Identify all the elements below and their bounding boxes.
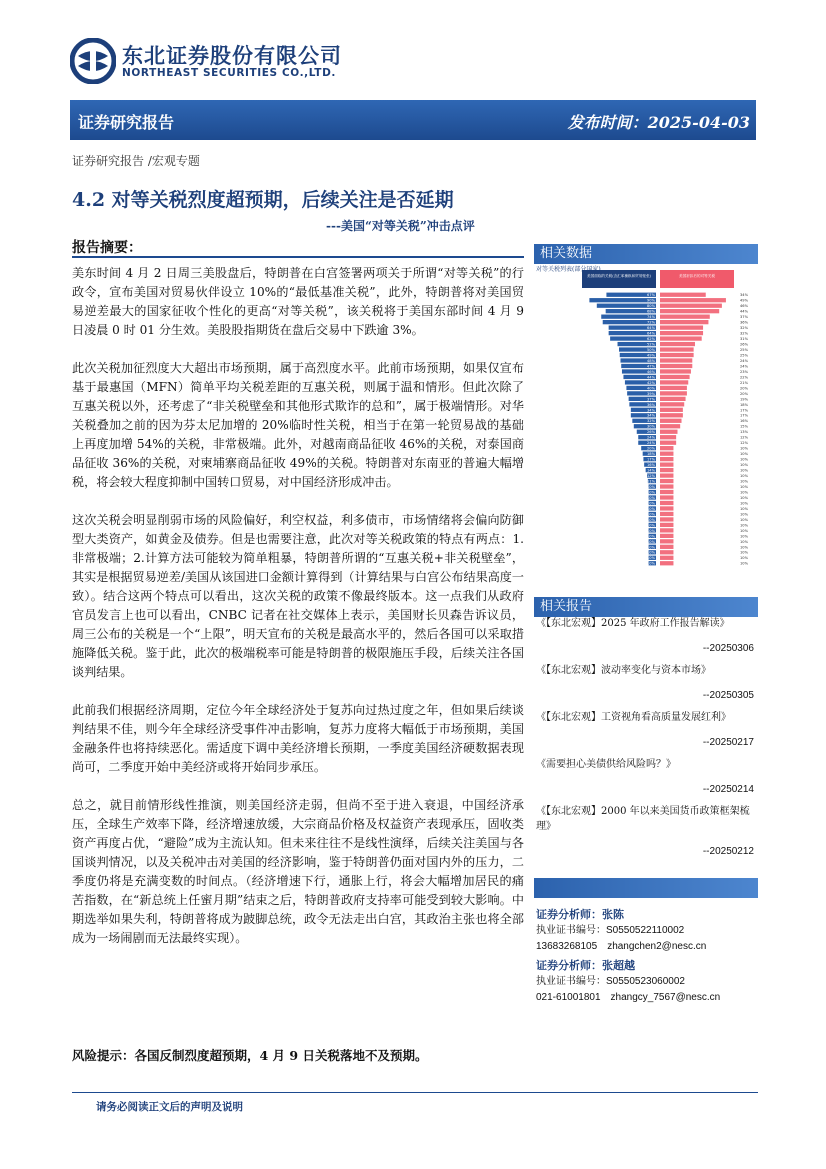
report-title[interactable]: 《【东北宏观】2000 年以来美国货币政策框架梳理》: [536, 806, 750, 832]
chart-bar-right: [660, 353, 694, 357]
chart-label-left: 14%: [647, 468, 655, 473]
abstract-divider: [72, 256, 524, 258]
chart-bar-right: [660, 490, 673, 494]
chart-bar-right: [660, 561, 673, 565]
chart-bar-right: [660, 408, 683, 412]
chart-label-left: 10%: [647, 490, 655, 495]
chart-bar-right: [660, 506, 673, 510]
analyst-cert: 执业证书编号：S0550522110002: [536, 925, 685, 936]
chart-label-left: 24%: [647, 441, 655, 446]
chart-label-right: 24%: [740, 364, 748, 369]
report-type: 证券研究报告: [78, 113, 175, 132]
chart-bar-right: [660, 293, 706, 297]
chart-bar-right: [660, 369, 691, 373]
chart-label-left: 10%: [647, 512, 655, 517]
abstract-paragraph: 此次关税加征烈度大大超出市场预期，属于高烈度水平。此前市场预期，如果仅宣布基于最惠国（MFN）简单平均关税差距的互惠关税，则属于温和情形。但此次除了互惠关税以外，还考虑了“非关税壁垒和其他形式欺诈的总和”，属于极端情形。对华关税叠加之前的因为芬太尼加增的 20%临时性关税，相当于在第一轮贸易战的基础上再度加增 54%的关税，非常极端。此外，对越南商品征收 46%的关税，对泰国商品征收 36%的关税，对柬埔寨商品征收 49%的关税。特朗普对东南亚的普遍大幅增税，将会较大程度抑制中国转口贸易，对中国经济形成冲击。: [72, 361, 524, 489]
chart-label-left: 46%: [647, 369, 655, 374]
chart-label-right: 10%: [740, 545, 748, 550]
chart-label-right: 10%: [740, 474, 748, 479]
chart-bar-right: [660, 402, 684, 406]
report-item[interactable]: [536, 804, 758, 866]
chart-label-right: 32%: [740, 326, 748, 331]
chart-bar-right: [660, 298, 726, 302]
chart-bar-right: [660, 419, 682, 423]
chart-label-left: 16%: [647, 463, 655, 468]
chart-label-left: 26%: [647, 430, 655, 435]
chart-label-right: 12%: [740, 435, 748, 440]
chart-label-right: 10%: [740, 490, 748, 495]
chart-label-left: 10%: [647, 528, 655, 533]
chart-label-left: 64%: [647, 331, 655, 336]
chart-label-left: 39%: [647, 391, 655, 396]
chart-label-right: 10%: [740, 506, 748, 511]
chart-bar-right: [660, 375, 690, 379]
chart-bar-right: [660, 347, 694, 351]
analyst-contact: 021-61001801 zhangcy_7567@nesc.cn: [536, 992, 721, 1003]
chart-label-left: 20%: [647, 446, 655, 451]
tariff-chart: [536, 264, 758, 570]
report-title[interactable]: 《【东北宏观】2025 年政府工作报告解读》: [536, 618, 730, 629]
abstract-paragraph: 这次关税会明显削弱市场的风险偏好，利空权益，利多债市，市场情绪将会偏向防御型大类资产，如黄金及债券。但是也需要注意，此次对等关税政策的特点有两点：1.非常极端；2.计算方法可能较为简单粗暴，特朗普所谓的“互惠关税+非关税壁垒”，其实是根据贸易逆差/美国从该国进口金额计算得到（计算结果与白宫公布结果高度一致）。结合这两个特点可以看出，这次关税的政策不像最终版本。这一点我们从政府官员发言上也可以看出，CNBC 记者在社交媒体上表示，美国财长贝森告诉议员，周三公布的关税是一个“上限”，明天宣布的关税是最高水平的，然后各国可以采取措施降低关税。鉴于此，此次的极端税率可能是特朗普的极限施压手段，后续关注各国谈判结果。: [72, 513, 524, 679]
chart-label-right: 13%: [740, 430, 748, 435]
chart-label-right: 26%: [740, 342, 748, 347]
chart-bar-right: [660, 479, 673, 483]
chart-bar-right: [660, 556, 673, 560]
chart-label-left: 49%: [647, 353, 655, 358]
chart-label-right: 17%: [740, 408, 748, 413]
analyst-name: 证券分析师：张超越: [536, 959, 635, 972]
chart-label-right: 31%: [740, 337, 748, 342]
analyst-cert: 执业证书编号：S0550523060002: [536, 976, 685, 987]
chart-bar-right: [660, 320, 708, 324]
publish-date: 发布时间：2025-04-03: [567, 113, 750, 132]
chart-bar-right: [660, 457, 673, 461]
related-data-title: 相关数据: [534, 244, 758, 264]
chart-bar-right: [660, 435, 676, 439]
chart-label-left: 52%: [647, 342, 655, 347]
report-item[interactable]: [536, 663, 758, 710]
chart-label-right: 24%: [740, 358, 748, 363]
analyst-email[interactable]: zhangcy_7567@nesc.cn: [610, 992, 721, 1003]
chart-label-right: 10%: [740, 463, 748, 468]
chart-label-left: 72%: [647, 320, 655, 325]
chart-label-right: 46%: [740, 304, 748, 309]
chart-label-right: 25%: [740, 353, 748, 358]
abstract-paragraph: 总之，就目前情形线性推演，则美国经济走弱，但尚不至于进入衰退，中国经济承压，全球生产效率下降，经济增速放缓，大宗商品价格及权益资产表现承压，固收类资产再度占优，“避险”成为主流认知。但未来往往不是线性演绎，后续关注美国与各国谈判情况，以及关税冲击对美国的经济影响，鉴于特朗普仍面对国内外的压力，二季度仍将是充满变数的时间点。（经济增速下行，通胀上行，将会大幅增加居民的痛苦指数，在“新总统上任蜜月期”结束之后，特朗普政府支持率可能受到较大影响。中期选举如果失利，特朗普将成为跛脚总统，政令无法走出白宫，其政治主张也将全部成为一场闹剧而无法最终实现）。: [72, 798, 524, 945]
chart-label-right: 10%: [740, 561, 748, 566]
chart-label-left: 10%: [647, 517, 655, 522]
chart-label-left: 10%: [647, 561, 655, 566]
chart-label-right: 10%: [740, 468, 748, 473]
chart-bar-right: [660, 517, 673, 521]
chart-label-right: 10%: [740, 495, 748, 500]
abstract-heading: 报告摘要：: [72, 240, 142, 256]
analyst-card: [536, 906, 758, 955]
chart-bar-right: [660, 468, 673, 472]
chart-label-right: 20%: [740, 386, 748, 391]
chart-label-right: 37%: [740, 315, 748, 320]
chart-bar-right: [660, 473, 673, 477]
chart-bar-right: [660, 309, 719, 313]
chart-label-right: 10%: [740, 512, 748, 517]
report-date: --20250212: [702, 846, 754, 857]
chart-label-right: 49%: [740, 298, 748, 303]
chart-bar-right: [660, 342, 695, 346]
chart-label-left: 10%: [647, 506, 655, 511]
chart-label-right: 18%: [740, 402, 748, 407]
chart-bar-right: [660, 512, 673, 516]
chart-label-left: 18%: [647, 452, 655, 457]
chart-label-right: 10%: [740, 446, 748, 451]
chart-label-right: 10%: [740, 528, 748, 533]
header-bar: [70, 100, 756, 140]
chart-label-left: 48%: [647, 358, 655, 363]
chart-label-left: 11%: [647, 479, 655, 484]
chart-bar-right: [660, 523, 673, 527]
chart-label-left: 37%: [647, 397, 655, 402]
chart-bar-right: [660, 462, 673, 466]
footer-divider: [72, 1092, 758, 1093]
analysts-block: [536, 906, 758, 1008]
abstract-paragraph: 美东时间 4 月 2 日周三美股盘后，特朗普在白宫签署两项关于所谓“对等关税”的行政令，宣布美国对贸易伙伴设立 10%的“最低基准关税”，此外，特朗普将对美国贸易逆差最大的国家征收个性化的更高“对等关税”，该关税将于美国东部时间 4 月 9 日凌晨 0 时 01 分生效。美股股指期货在盘后交易中下跌逾 3%。: [72, 266, 524, 337]
chart-bar-right: [660, 315, 710, 319]
chart-label-right: 10%: [740, 517, 748, 522]
page-subtitle: ---美国“对等关税”冲击点评: [326, 219, 475, 233]
chart-label-left: 44%: [647, 375, 655, 380]
chart-label-right: 10%: [740, 457, 748, 462]
chart-label-left: 10%: [647, 484, 655, 489]
chart-label-right: 10%: [740, 484, 748, 489]
logo-icon: [70, 38, 116, 84]
abstract-paragraph: 此前我们根据经济周期，定位今年全球经济处于复苏向过热过度之年，但如果后续谈判结果不佳，则今年全球经济受事件冲击影响，复苏力度将大幅低于市场预期，美国金融条件也将持续恶化。需适度下调中美经济增长预期，一季度美国经济硬数据表现尚可，二季度开始中美经济或将开始同步承压。: [72, 703, 524, 774]
footer-disclaimer[interactable]: 请务必阅读正文后的声明及说明: [96, 1101, 243, 1113]
chart-label-right: 15%: [740, 424, 748, 429]
chart-label-left: 47%: [647, 364, 655, 369]
chart-label-left: 10%: [647, 523, 655, 528]
chart-label-left: 10%: [647, 501, 655, 506]
chart-bar-right: [660, 391, 687, 395]
report-title[interactable]: 《【东北宏观】工资视角看高质量发展红利》: [536, 712, 731, 723]
chart-label-left: 68%: [647, 309, 655, 314]
chart-label-right: 10%: [740, 523, 748, 528]
report-item[interactable]: [536, 757, 758, 804]
chart-bar-right: [660, 430, 677, 434]
chart-bar-right: [660, 501, 673, 505]
chart-label-right: 20%: [740, 391, 748, 396]
report-title[interactable]: 《需要担心美债供给风险吗？》: [536, 759, 676, 770]
chart-bar-right: [660, 452, 673, 456]
chart-label-left: 10%: [647, 545, 655, 550]
logo-name-cn: 东北证券股份有限公司: [122, 44, 342, 68]
chart-bar-right: [660, 380, 688, 384]
chart-label-right: 19%: [740, 397, 748, 402]
chart-label-left: 80%: [647, 304, 655, 309]
analyst-email[interactable]: zhangchen2@nesc.cn: [607, 941, 707, 952]
abstract-body: [72, 264, 524, 967]
chart-label-left: 74%: [647, 315, 655, 320]
chart-bar-right: [660, 331, 703, 335]
chart-label-right: 22%: [740, 375, 748, 380]
chart-label-right: 17%: [740, 413, 748, 418]
chart-label-left: 24%: [647, 435, 655, 440]
chart-label-right: 10%: [740, 479, 748, 484]
chart-label-right: 36%: [740, 320, 748, 325]
sidebar-band: [534, 878, 758, 898]
chart-label-right: 16%: [740, 419, 748, 424]
chart-label-left: 10%: [647, 539, 655, 544]
chart-label-left: 10%: [647, 495, 655, 500]
chart-label-left: 10%: [647, 534, 655, 539]
chart-bar-right: [660, 304, 722, 308]
report-item[interactable]: [536, 616, 758, 663]
chart-label-left: 62%: [647, 337, 655, 342]
chart-bar-right: [660, 358, 692, 362]
chart-bar-right: [660, 550, 673, 554]
report-date: --20250214: [702, 784, 754, 795]
report-date: --20250305: [702, 690, 754, 701]
chart-label-right: 10%: [740, 534, 748, 539]
chart-label-right: 10%: [740, 556, 748, 561]
logo-name-en: NORTHEAST SECURITIES CO.,LTD.: [122, 67, 336, 79]
chart-label-left: 10%: [647, 550, 655, 555]
chart-label-left: 17%: [647, 457, 655, 462]
chart-label-right: 10%: [740, 550, 748, 555]
chart-label-left: 32%: [647, 419, 655, 424]
chart-bar-right: [660, 446, 673, 450]
report-date: --20250217: [702, 737, 754, 748]
chart-label-right: 21%: [740, 380, 748, 385]
chart-bar-right: [660, 528, 673, 532]
chart-bar-left: [589, 298, 656, 302]
chart-bar-right: [660, 325, 703, 329]
chart-label-right: 32%: [740, 331, 748, 336]
chart-label-left: 12%: [647, 474, 655, 479]
chart-label-left: 90%: [647, 298, 655, 303]
chart-label-right: 25%: [740, 347, 748, 352]
chart-title: 对等关税列表(部分国家): [536, 266, 601, 273]
chart-bar-right: [660, 545, 673, 549]
chart-label-right: 10%: [740, 452, 748, 457]
chart-label-left: 34%: [647, 413, 655, 418]
chart-label-left: 34%: [647, 408, 655, 413]
chart-bar-right: [660, 364, 692, 368]
report-item[interactable]: [536, 710, 758, 757]
chart-bar-right: [660, 484, 673, 488]
chart-legend-right: [660, 270, 734, 288]
chart-bar-right: [660, 336, 702, 340]
analyst-card: [536, 957, 758, 1006]
chart-label-left: 42%: [647, 380, 655, 385]
company-logo: [70, 38, 370, 84]
report-date: --20250306: [702, 643, 754, 654]
chart-label-right: 44%: [740, 309, 748, 314]
chart-bar-right: [660, 539, 673, 543]
chart-label-left: 50%: [647, 347, 655, 352]
chart-bar-right: [660, 413, 683, 417]
chart-bar-right: [660, 397, 686, 401]
chart-label-right: 10%: [740, 501, 748, 506]
chart-label-left: 64%: [647, 326, 655, 331]
chart-bar-right: [660, 424, 680, 428]
risk-warning: 风险提示：各国反制烈度超预期，4 月 9 日关税落地不及预期。: [72, 1048, 428, 1063]
chart-label-right: 23%: [740, 369, 748, 374]
page-title: 4.2 对等关税烈度超预期，后续关注是否延期: [72, 189, 454, 211]
chart-label-left: 67%: [647, 293, 655, 298]
chart-legend-right-label: 美国折扣后的对等关税: [679, 274, 715, 278]
chart-bar-right: [660, 495, 673, 499]
chart-label-left: 30%: [647, 424, 655, 429]
chart-bar-right: [660, 386, 687, 390]
chart-label-right: 12%: [740, 441, 748, 446]
chart-label-left: 10%: [647, 556, 655, 561]
report-title[interactable]: 《【东北宏观】波动率变化与资本市场》: [536, 665, 711, 676]
related-reports-title: 相关报告: [534, 597, 758, 617]
analyst-contact: 13683268105 zhangchen2@nesc.cn: [536, 941, 707, 952]
chart-legend-left-label: 美国面临的关税(含汇率操纵和贸易壁垒): [587, 274, 651, 278]
related-reports-list: [536, 616, 758, 866]
chart-label-right: 34%: [740, 293, 748, 298]
chart-bar-right: [660, 534, 673, 538]
breadcrumb: 证券研究报告 /宏观专题: [72, 154, 200, 168]
chart-label-left: 40%: [647, 386, 655, 391]
analyst-name: 证券分析师：张陈: [536, 908, 624, 921]
chart-label-right: 10%: [740, 539, 748, 544]
chart-label-left: 36%: [647, 402, 655, 407]
chart-bar-right: [660, 441, 676, 445]
